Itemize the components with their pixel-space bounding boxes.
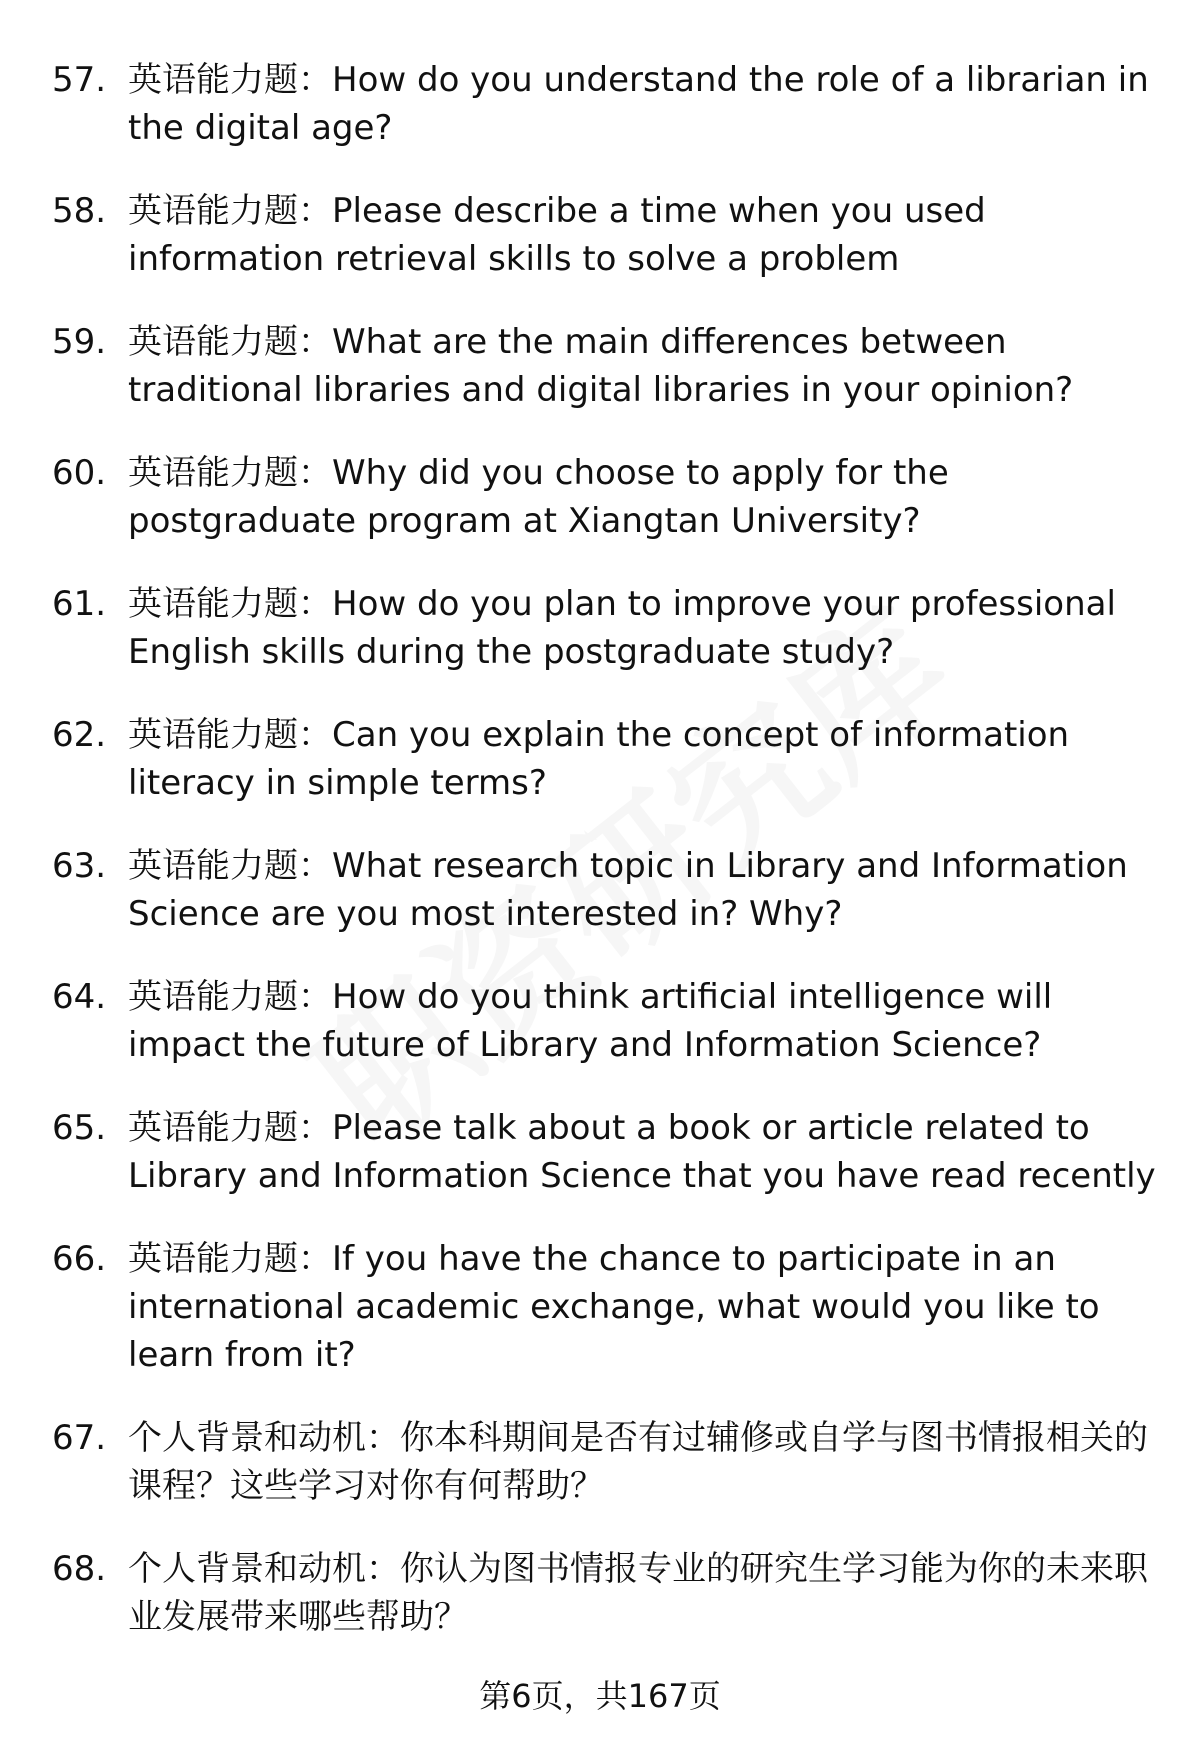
- question-number: 60.: [52, 453, 107, 493]
- question-item: [0, 842, 1200, 938]
- question-item: [0, 1235, 1200, 1379]
- question-item: [0, 711, 1200, 807]
- question-text: 英语能力题：How do you understand the role of a librarian in the digital age?: [128, 60, 1149, 148]
- question-number: 66.: [52, 1239, 107, 1279]
- question-item: [0, 56, 1200, 152]
- question-number: 58.: [52, 191, 107, 231]
- question-item: [0, 1545, 1200, 1641]
- question-number: 67.: [52, 1418, 107, 1458]
- question-text: 英语能力题：If you have the chance to participate in an international academic exchange, what would you like to learn from it?: [128, 1239, 1100, 1375]
- question-item: [0, 1414, 1200, 1510]
- question-text: 个人背景和动机：你本科期间是否有过辅修或自学与图书情报相关的课程？这些学习对你有何帮助？: [128, 1418, 1148, 1506]
- question-number: 64.: [52, 977, 107, 1017]
- question-text: 英语能力题：What research topic in Library and Information Science are you most interested in? Why?: [128, 846, 1128, 934]
- question-text: 英语能力题：How do you think artificial intelligence will impact the future of Library and Information Science?: [128, 977, 1053, 1065]
- question-number: 68.: [52, 1549, 107, 1589]
- question-text: 英语能力题：How do you plan to improve your professional English skills during the postgraduate study?: [128, 584, 1116, 672]
- question-item: [0, 187, 1200, 283]
- question-text: 英语能力题：Why did you choose to apply for the postgraduate program at Xiangtan University?: [128, 453, 949, 541]
- question-number: 59.: [52, 322, 107, 362]
- question-list: [0, 56, 1200, 1676]
- question-item: [0, 318, 1200, 414]
- question-number: 57.: [52, 60, 107, 100]
- question-number: 65.: [52, 1108, 107, 1148]
- question-number: 61.: [52, 584, 107, 624]
- question-item: [0, 580, 1200, 676]
- question-text: 英语能力题：Can you explain the concept of information literacy in simple terms?: [128, 715, 1070, 803]
- question-text: 英语能力题：What are the main differences between traditional libraries and digital libraries in your opinion?: [128, 322, 1074, 410]
- question-text: 英语能力题：Please talk about a book or article related to Library and Information Science that you have read recently: [128, 1108, 1156, 1196]
- page-footer: 第6页，共167页: [479, 1677, 721, 1715]
- question-item: [0, 1104, 1200, 1200]
- question-item: [0, 973, 1200, 1069]
- question-number: 62.: [52, 715, 107, 755]
- question-text: 个人背景和动机：你认为图书情报专业的研究生学习能为你的未来职业发展带来哪些帮助？: [128, 1549, 1148, 1637]
- question-number: 63.: [52, 846, 107, 886]
- question-item: [0, 449, 1200, 545]
- question-text: 英语能力题：Please describe a time when you used information retrieval skills to solve a problem: [128, 191, 986, 279]
